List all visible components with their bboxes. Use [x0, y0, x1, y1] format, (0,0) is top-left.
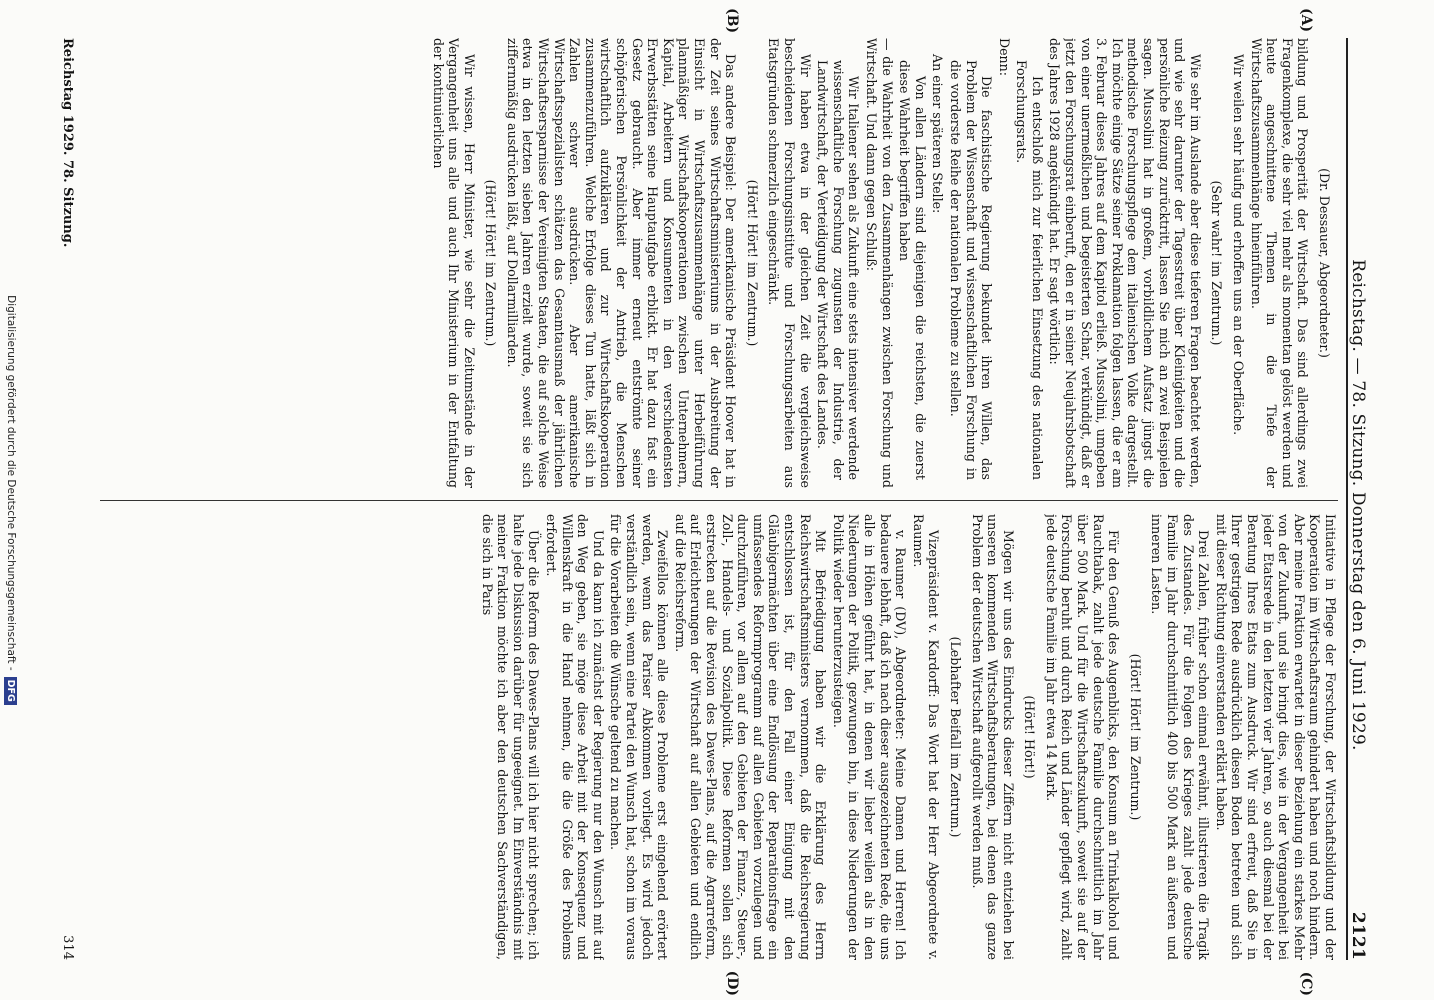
paragraph: Wir wissen, Herr Minister, wie sehr die Zeitumstände in der Vergangenheit uns alle und auch Ihr Ministerium in der Entfaltung der kontinuierlichen	[430, 38, 477, 488]
paragraph: Mögen wir uns des Eindrucks dieser Ziffern nicht entziehen bei unseren kommenden Wirtschaftsberatungen, bei denen das ganze Problem der deutschen Wirtschaft aufgerollt werden muß.	[969, 514, 1016, 960]
interjection: (Hört! Hört! im Zentrum.)	[483, 179, 499, 347]
interjection: (Hört! Hört!)	[1022, 695, 1038, 779]
paragraph: Drei Zahlen, früher schon einmal erwähnt, illustrieren die Tragik des Zustandes. Für die Folgen des Krieges zahlt jede deutsche Familie im Jahr durchschnittlich 400 bis 500 Mark an äußeren und inneren Lasten.	[1149, 514, 1212, 960]
dfg-logo: DFG	[5, 677, 18, 705]
quotation: Ich entschloß mich zur feierlichen Einsetzung des nationalen Forschungsrats.	[1014, 60, 1045, 480]
paragraph: bildung und Prosperität der Wirtschaft. Das sind allerdings zwei Fragenkomplexe, die sehr viel mehr als momentan gelöst werden und heute angeschnittene Themen in die Tiefe der Wirtschaftszusammenhänge hineinführen.	[1248, 38, 1311, 488]
margin-mark-a: (A)	[1298, 8, 1314, 33]
footer-sheet-number: 314	[60, 935, 75, 960]
column-divider	[100, 500, 1338, 501]
paragraph: Wie sehr im Auslande aber diese tieferen Fragen beachtet werden, und wie sehr darunter der Tagesstreit über Kleinigkeiten und die persönliche Reizung zurücktritt, lassen Sie mich an zwei Beispielen sagen. Mussolini hat in großem, vorbildlichem Aufsatz jüngst die methodische Forschungspflege dem italienischen Volke dargestellt. Ich möchte einige Sätze seiner Proklamation folgen lassen, die er am 3. Februar dieses Jahres auf dem Kapitol erließ. Mussolini, umgeben von einer unermeßlichen und begeisterten Schar, verkündigt, daß er jetzt den Forschungsrat einberuft, den er in seiner Neujahrsbotschaft des Jahres 1928 angekündigt hat. Er sagt wörtlich:	[1047, 38, 1203, 488]
speaker-paragraph: Vizepräsident v. Kardorff: Das Wort hat der Herr Abgeordnete v. Raumer.	[910, 514, 942, 960]
quotation: Wir Italiener sehen als Zukunft eine stets intensiver werdende wissenschaftliche Forschung zugunsten der Industrie, der Landwirtschaft, der Verteidigung der Wirtschaft des Landes.	[815, 60, 862, 480]
quotation: Die faschistische Regierung bekundet ihren Willen, das Problem der Wissenschaft und wissenschaftlichen Forschung in die vorderste Reihe der nationalen Probleme zu stellen.	[947, 60, 995, 480]
right-column	[100, 514, 1338, 960]
paragraph: Und da kann ich zunächst der Regierung nur den Wunsch mit auf den Weg geben, sie möge diese Arbeit mit der Konsequenz und Willenskraft in die Hand nehmen, die die Größe des Problems erfordert.	[544, 514, 606, 960]
interjection: (Lebhafter Beifall im Zentrum.)	[947, 636, 963, 838]
margin-mark-d: (D)	[724, 970, 740, 996]
header-title: Reichstag. — 78. Sitzung. Donnerstag den 6. Juni 1929.	[1348, 259, 1368, 751]
paragraph: Wir haben etwa in der gleichen Zeit die vergleichsweise bescheidenen Forschungsinstitute und Forschungsarbeiten aus Etatsgründen schmerzlich eingeschränkt.	[766, 38, 813, 488]
dfg-banner	[0, 0, 22, 1000]
paragraph: Zweifellos können alle diese Probleme erst eingehend erörtert werden, wenn das Pariser Abkommen vorliegt. Es wird jedoch verständlich sein, wenn eine Partei den Wunsch hat, schon im voraus für die Vorarbeiten die Wünsche geltend zu machen.	[608, 514, 671, 960]
paragraph: Wir weilen sehr häufig und erhoffen uns an der Oberfläche.	[1231, 54, 1247, 436]
left-column	[100, 38, 1338, 488]
paragraph: — die Wahrheit von den Zusammenhängen zwischen Forschung und Wirtschaft. Und dann gegen Schluß:	[863, 38, 895, 488]
interjection: (Hört! Hört! im Zentrum.)	[744, 179, 760, 347]
paragraph: Für den Genuß des Augenblicks, den Konsum an Trinkalkohol und Rauchtabak, zahlt jede deutsche Familie durchschnittlich im Jahr über 500 Mark. Und für die Wirtschaftszukunft, soweit sie auf der Forschung beruht und durch Reich und Länder gepflegt wird, zahlt jede deutsche Familie im Jahr etwa 14 Mark.	[1043, 514, 1122, 960]
paragraph: Mit Befriedigung haben wir die Erklärung des Herrn Reichswirtschaftsministers vernommen, daß die Reichsregierung entschlossen ist, für den Fall einer Einigung mit den Gläubigermächten über eine Endlösung der Reparationsfrage ein umfassendes Reformprogramm auf allen Gebieten vorzulegen und durchzuführen, vor allem auf den Gebieten der Finanz-, Steuer-, Zoll-, Handels- und Sozialpolitik. Diese Reformen sollen sich erstrecken auf die Revision des Dawes-Plans, auf die Agrarreform, auf Erleichterungen der Wirtschaft auf allen Gebieten und endlich auf die Reichsreform.	[672, 514, 829, 960]
speaker-paragraph: v. Raumer (DV), Abgeordneter: Meine Damen und Herren! Ich bedauere lebhaft, daß ich nach dieser ausgezeichneten Rede, die uns alle in Höhen geführt hat, in denen wir lieber weilen als in den Niederungen der Politik, gezwungen bin, in diese Niederungen der Politik wieder herunterzusteigen.	[830, 514, 909, 960]
interjection: (Sehr wahr! im Zentrum.)	[1209, 180, 1225, 346]
page-number: 2121	[1348, 911, 1368, 960]
paragraph: Über die Reform des Dawes-Plans will ich hier nicht sprechen; ich halte jede Diskussion darüber für ungeeignet. Im Einverständnis mit meiner Fraktion möchte ich aber den deutschen Sachverständigen, die sich in Paris	[479, 514, 542, 960]
banner-text: Digitalisierung gefördert durch die Deutsche Forschungsgemeinschaft -	[5, 295, 17, 671]
running-header	[1346, 38, 1382, 960]
footer-session: Reichstag 1929. 78. Sitzung.	[60, 38, 75, 248]
paragraph: Initiative in Pflege der Forschung, der Wirtschaftsbildung und der Kooperation im Wirtschaftsraum gehindert haben und noch hindern. Aber meine Fraktion erwartet in dieser Beziehung ein starkes Mehr von der Zukunft, und sie bringt dies, wie in der Vergangenheit bei jeder Etatsrede in den letzten vier Jahren, so auch diesmal bei der Beratung Ihres Etats zum Ausdruck. Wir sind erfreut, daß Sie in Ihrer gestrigen Rede ausdrücklich diesen Boden betreten und sich mit dieser Richtung einverstanden erklärt haben.	[1213, 514, 1338, 960]
page-content	[60, 8, 1382, 996]
paragraph: Das andere Beispiel: Der amerikanische Präsident Hoover hat in der Zeit seines Wirtschaftsministeriums in der Ausbreitung der Einsicht in Wirtschaftszusammenhänge unter Herbeiführung planmäßiger Wirtschaftskooperationen zwischen Unternehmern, Kapital, Arbeitern und Konsumenten in den verschiedensten Erwerbsstätten seine Hauptaufgabe erblickt. Er hat dazu fast ein Gesetz gebraucht. Aber immer erneut entströmte seiner schöpferischen Persönlichkeit der Antrieb, die Menschen wirtschaftlich aufzuklären und zur Wirtschaftskooperation zusammenzuführen. Welche Erfolge dieses Tun hatte, läßt sich in Zahlen schwer ausdrücken. Aber amerikanische Wirtschaftsspezialisten schätzen das Gesamtausmaß der jährlichen Wirtschaftsersparnisse der Vereinigten Staaten, die auf solche Weise etwa in den letzten sieben Jahren erzielt wurde, soweit sie sich ziffernmäßig ausdrücken läßt, auf Dollarmilliarden.	[504, 38, 739, 488]
interjection: (Hört! Hört! im Zentrum.)	[1127, 653, 1143, 821]
margin-mark-c: (C)	[1298, 971, 1314, 996]
quotation: Von allen Ländern sind diejenigen die reichsten, die zuerst diese Wahrheit begriffen haben	[897, 60, 928, 480]
margin-mark-b: (B)	[724, 8, 740, 34]
paragraph: Denn:	[996, 38, 1012, 77]
paragraph: An einer späteren Stelle:	[930, 54, 946, 214]
text-columns	[100, 8, 1338, 996]
speaker-note: (Dr. Dessauer, Abgeordneter.)	[1317, 168, 1332, 358]
